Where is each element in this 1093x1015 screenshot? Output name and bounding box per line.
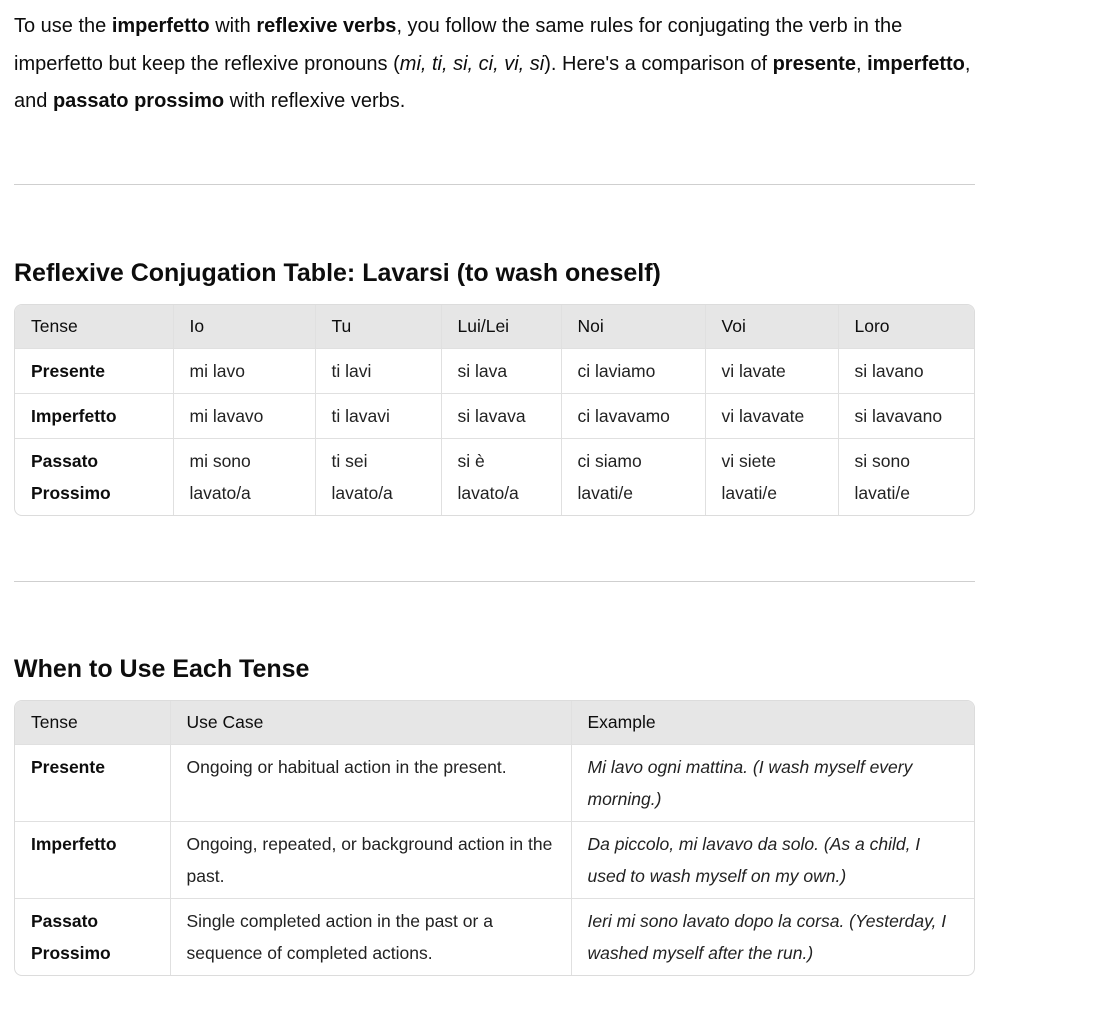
intro-text: To use the xyxy=(14,15,112,37)
table-cell: mi lavo xyxy=(173,348,315,393)
intro-text: with reflexive verbs. xyxy=(224,90,406,112)
table-cell: vi siete lavati/e xyxy=(705,438,838,515)
table-row xyxy=(15,348,975,393)
table-row xyxy=(15,393,975,438)
table-cell: Presente xyxy=(15,348,173,393)
column-header: Tense xyxy=(15,305,173,349)
table-cell: Imperfetto xyxy=(15,393,173,438)
divider xyxy=(14,184,975,185)
table-cell: si lavavano xyxy=(838,393,975,438)
table-cell: Ongoing, repeated, or background action in the past. xyxy=(170,821,571,898)
example-translation: Yesterday, I washed myself after the run. xyxy=(587,910,947,963)
table-row xyxy=(15,744,975,821)
intro-bold: imperfetto xyxy=(867,52,965,75)
table-row xyxy=(15,821,975,898)
divider xyxy=(14,581,975,582)
table-cell: mi sono lavato/a xyxy=(173,438,315,515)
intro-bold: reflexive verbs xyxy=(256,15,397,37)
table-cell: ci lavavamo xyxy=(561,393,705,438)
message-content xyxy=(14,8,975,976)
example-italian: Mi lavo ogni mattina. xyxy=(587,756,748,777)
example-cell: Ieri mi sono lavato dopo la corsa. (Yesterday, I washed myself after the run.) xyxy=(571,898,975,975)
table-cell: mi lavavo xyxy=(173,393,315,438)
table-cell: si lava xyxy=(441,348,561,393)
table-header-row xyxy=(15,701,975,745)
column-header: Example xyxy=(571,701,975,745)
table-cell: si lavano xyxy=(838,348,975,393)
conjugation-table-title: Reflexive Conjugation Table: Lavarsi (to wash oneself) xyxy=(14,258,661,287)
column-header: Lui/Lei xyxy=(441,305,561,349)
table-cell: Passato Prossimo xyxy=(15,898,170,975)
intro-text: , you follow the same rules for conjugating the verb in the imperfetto but keep the reflexive pronouns ( xyxy=(14,15,903,75)
intro-bold: imperfetto xyxy=(111,15,210,37)
column-header: Loro xyxy=(838,305,975,349)
table-cell: ti lavi xyxy=(315,348,441,393)
table-cell: si è lavato/a xyxy=(441,438,561,515)
column-header: Tense xyxy=(15,701,170,745)
example-cell: Mi lavo ogni mattina. (I wash myself every morning.) xyxy=(571,744,975,821)
table-cell: Presente xyxy=(15,744,170,821)
table-row xyxy=(15,898,975,975)
table-cell: ti lavavi xyxy=(315,393,441,438)
table-cell: ti sei lavato/a xyxy=(315,438,441,515)
example-translation: I wash myself every morning. xyxy=(587,756,913,809)
table-cell: ci laviamo xyxy=(561,348,705,393)
table-cell: Ongoing or habitual action in the present. xyxy=(170,744,571,821)
intro-bold: presente xyxy=(772,52,856,75)
usage-table-title: When to Use Each Tense xyxy=(14,654,310,683)
example-translation: As a child, I used to wash myself on my own. xyxy=(587,833,921,886)
intro-italic: mi, ti, si, ci, vi, si xyxy=(399,52,545,75)
intro-paragraph xyxy=(14,8,975,121)
intro-text: with xyxy=(209,15,257,37)
usage-table xyxy=(14,700,975,976)
table-cell: vi lavate xyxy=(705,348,838,393)
example-italian: Ieri mi sono lavato dopo la corsa. xyxy=(587,910,845,931)
conjugation-table xyxy=(14,304,975,516)
intro-text: , xyxy=(855,52,868,75)
intro-text: ). Here's a comparison of xyxy=(544,52,773,75)
column-header: Tu xyxy=(315,305,441,349)
example-cell: Da piccolo, mi lavavo da solo. (As a child, I used to wash myself on my own.) xyxy=(571,821,975,898)
table-cell: Passato Prossimo xyxy=(15,438,173,515)
table-row xyxy=(15,438,975,515)
table-cell: si lavava xyxy=(441,393,561,438)
intro-bold: passato prossimo xyxy=(52,90,225,112)
table-cell: Imperfetto xyxy=(15,821,170,898)
table-header-row xyxy=(15,305,975,349)
column-header: Io xyxy=(173,305,315,349)
table-cell: si sono lavati/e xyxy=(838,438,975,515)
intro-text: , and xyxy=(14,52,971,112)
table-cell: Single completed action in the past or a sequence of completed actions. xyxy=(170,898,571,975)
column-header: Noi xyxy=(561,305,705,349)
column-header: Use Case xyxy=(170,701,571,745)
example-italian: Da piccolo, mi lavavo da solo. xyxy=(587,833,819,854)
table-cell: ci siamo lavati/e xyxy=(561,438,705,515)
table-cell: vi lavavate xyxy=(705,393,838,438)
column-header: Voi xyxy=(705,305,838,349)
